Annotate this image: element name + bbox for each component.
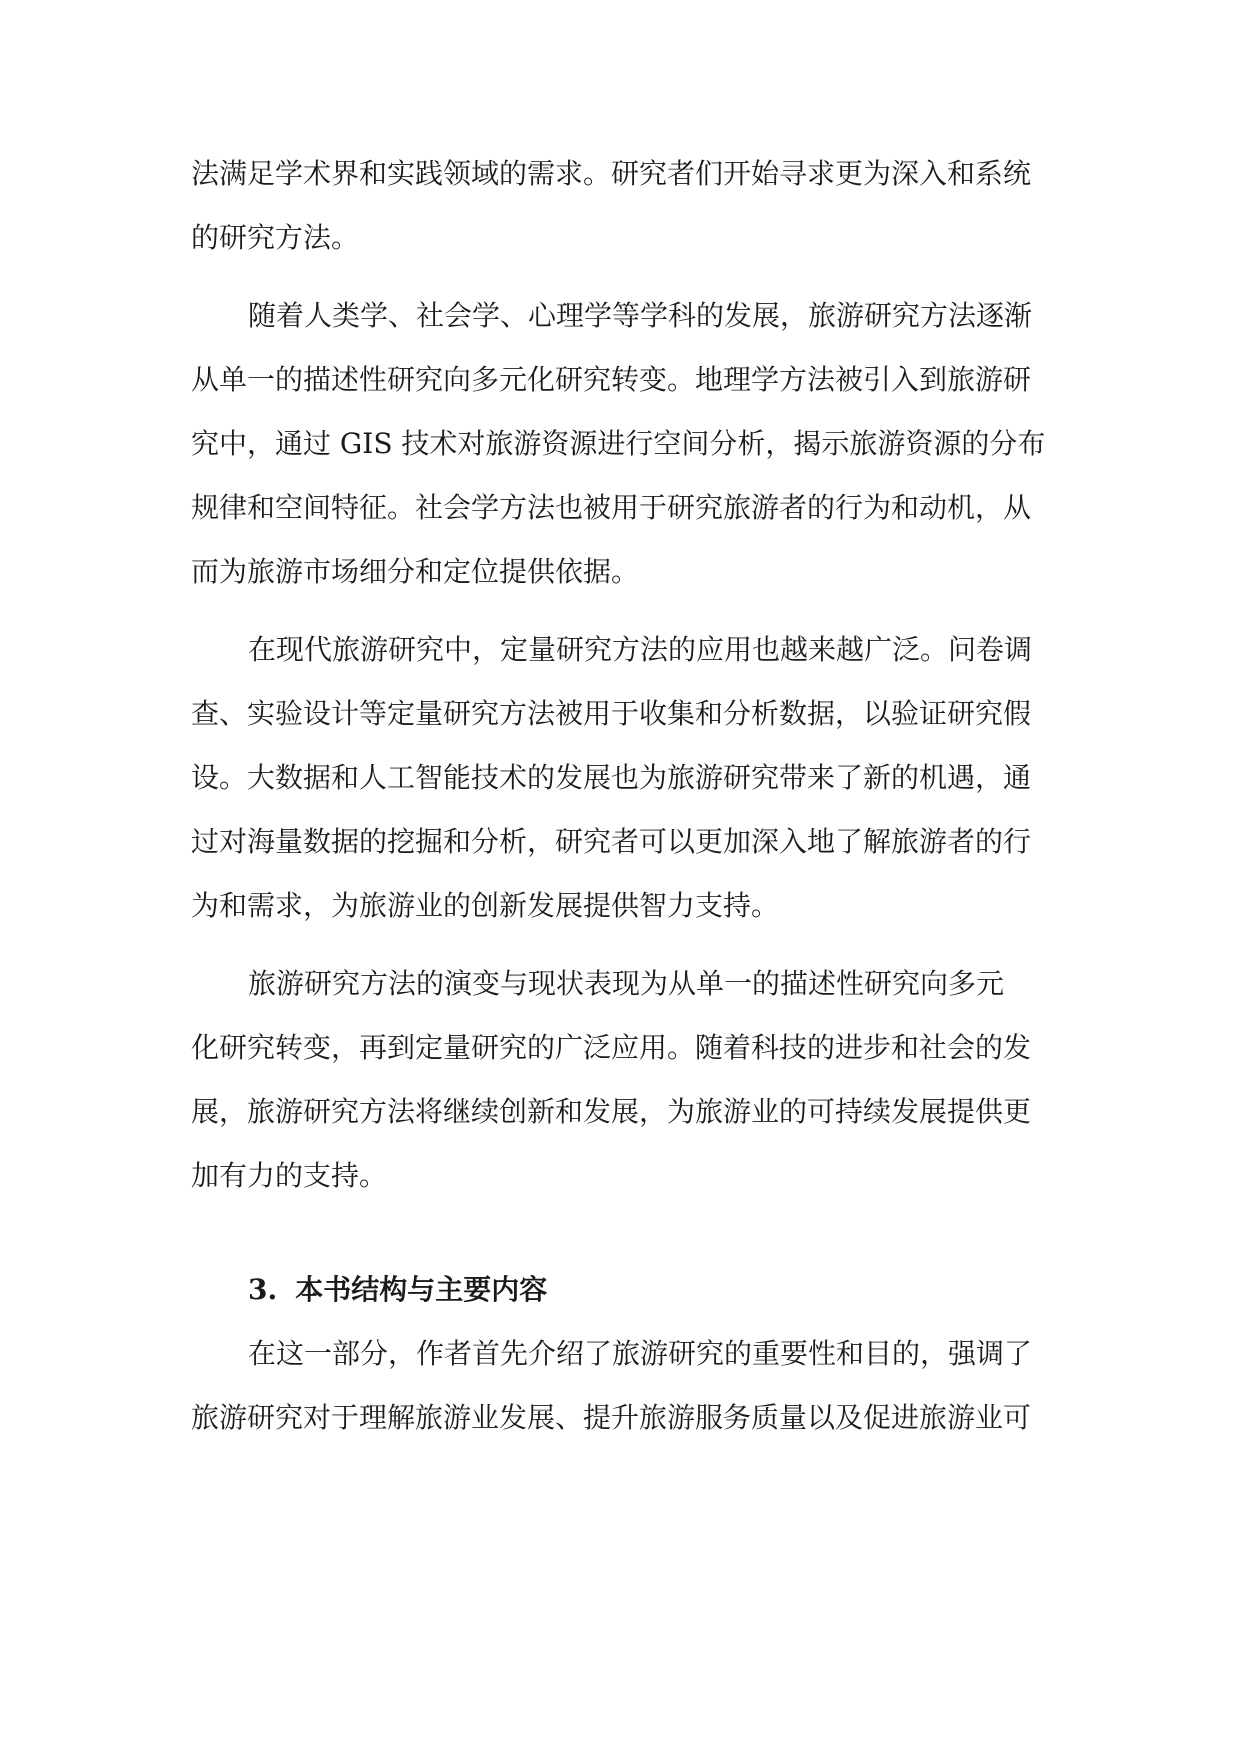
text-line: 在这一部分，作者首先介绍了旅游研究的重要性和目的，强调了 — [248, 1337, 1033, 1370]
text-line: 过对海量数据的挖掘和分析，研究者可以更加深入地了解旅游者的行 — [191, 825, 1032, 858]
paragraph-1 — [191, 142, 1051, 270]
paragraph-5 — [191, 1322, 1051, 1450]
paragraph-3 — [191, 618, 1051, 938]
text-line: 在现代旅游研究中，定量研究方法的应用也越来越广泛。问卷调 — [248, 633, 1033, 666]
text-line: 为和需求，为旅游业的创新发展提供智力支持。 — [191, 889, 780, 922]
text-line: 加有力的支持。 — [191, 1159, 388, 1192]
section-title: 本书结构与主要内容 — [295, 1273, 548, 1306]
text-line: 旅游研究方法的演变与现状表现为从单一的描述性研究向多元 — [248, 967, 1005, 1000]
text-line: 规律和空间特征。社会学方法也被用于研究旅游者的行为和动机，从 — [191, 491, 1032, 524]
document-page — [191, 142, 1051, 1450]
text-line: 而为旅游市场细分和定位提供依据。 — [191, 555, 640, 588]
text-line: 法满足学术界和实践领域的需求。研究者们开始寻求更为深入和系统 — [191, 157, 1032, 190]
text-line: 从单一的描述性研究向多元化研究转变。地理学方法被引入到旅游研 — [191, 363, 1032, 396]
text-line: 展，旅游研究方法将继续创新和发展，为旅游业的可持续发展提供更 — [191, 1095, 1032, 1128]
text-line: 设。大数据和人工智能技术的发展也为旅游研究带来了新的机遇，通 — [191, 761, 1032, 794]
section-heading — [191, 1258, 1051, 1322]
paragraph-2 — [191, 284, 1051, 604]
text-line: 查、实验设计等定量研究方法被用于收集和分析数据，以验证研究假 — [191, 697, 1032, 730]
text-line: 旅游研究对于理解旅游业发展、提升旅游服务质量以及促进旅游业可 — [191, 1401, 1032, 1434]
text-line: 究中，通过 GIS 技术对旅游资源进行空间分析，揭示旅游资源的分布 — [191, 427, 1046, 460]
paragraph-4 — [191, 952, 1051, 1208]
text-line: 的研究方法。 — [191, 221, 360, 254]
text-line: 随着人类学、社会学、心理学等学科的发展，旅游研究方法逐渐 — [248, 299, 1033, 332]
text-line: 化研究转变，再到定量研究的广泛应用。随着科技的进步和社会的发 — [191, 1031, 1032, 1064]
section-number: 3. — [248, 1273, 278, 1306]
